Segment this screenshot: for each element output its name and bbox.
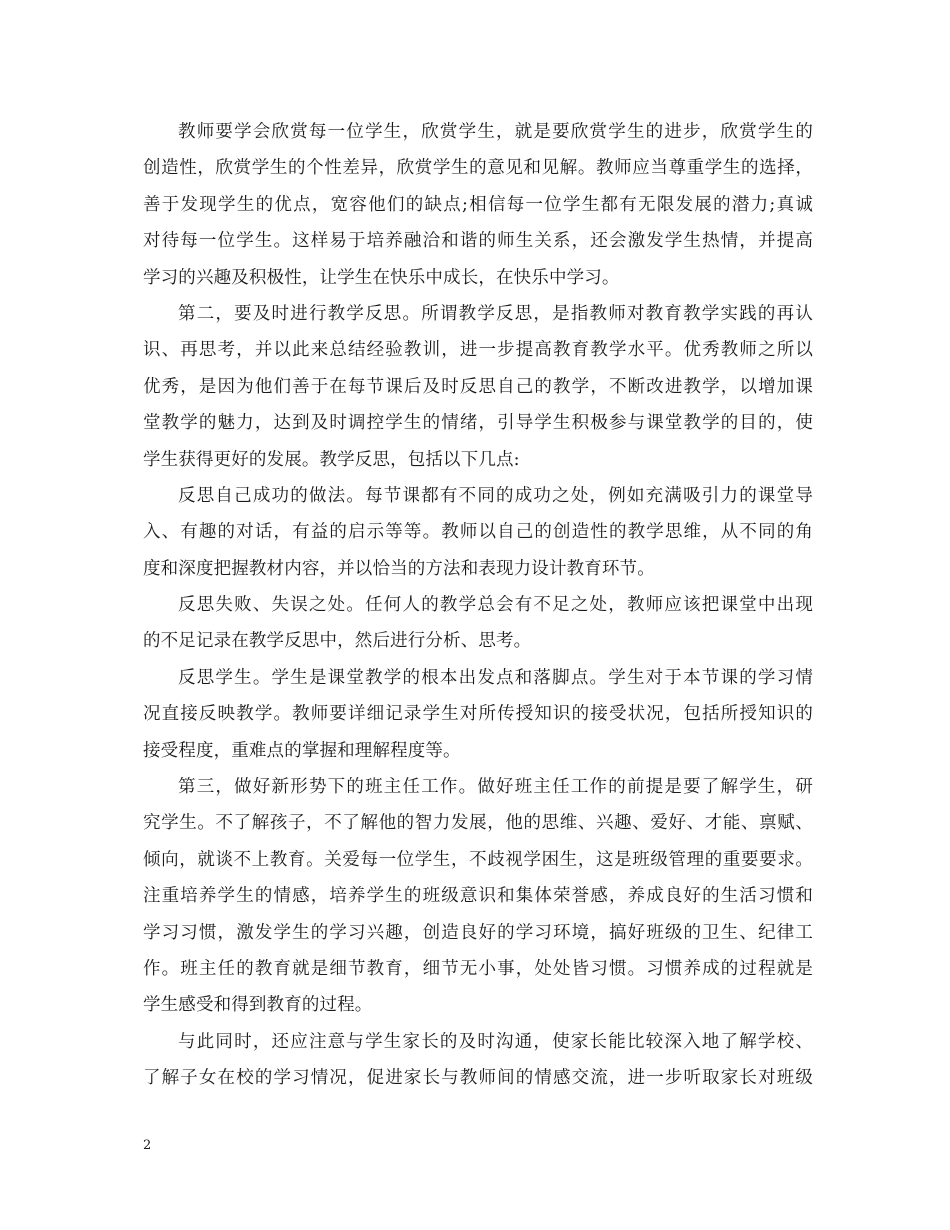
text-line: 创造性，欣赏学生的个性差异，欣赏学生的意见和见解。教师应当尊重学生的选择， [143,158,813,179]
text-line: 学习习惯，激发学生的学习兴趣，创造良好的学习环境，搞好班级的卫生、纪律工 [143,922,813,943]
text-line: 学生感受和得到教育的过程。 [143,995,373,1016]
text-line: 究学生。不了解孩子，不了解他的智力发展，他的思维、兴趣、爱好、才能、禀赋、 [143,813,813,834]
text-line: 与此同时，还应注意与学生家长的及时沟通，使家长能比较深入地了解学校、 [178,1031,813,1052]
text-line: 入、有趣的对话，有益的启示等等。教师以自己的创造性的教学思维，从不同的角 [143,522,813,543]
text-line: 况直接反映教学。教师要详细记录学生对所传授知识的接受状况，包括所授知识的 [143,704,813,725]
text-line: 反思学生。学生是课堂教学的根本出发点和落脚点。学生对于本节课的学习情 [178,667,813,688]
text-line: 堂教学的魅力，达到及时调控学生的情绪，引导学生积极参与课堂教学的目的，使 [143,413,813,434]
text-line: 反思自己成功的做法。每节课都有不同的成功之处，例如充满吸引力的课堂导 [178,485,813,506]
text-line: 第三，做好新形势下的班主任工作。做好班主任工作的前提是要了解学生，研 [178,777,813,798]
page-number: 2 [143,1138,152,1153]
text-line: 的不足记录在教学反思中，然后进行分析、思考。 [143,631,532,652]
text-line: 注重培养学生的情感，培养学生的班级意识和集体荣誉感，养成良好的生活习惯和 [143,886,813,907]
text-line: 度和深度把握教材内容，并以恰当的方法和表现力设计教育环节。 [143,558,655,579]
text-line: 学生获得更好的发展。教学反思，包括以下几点: [143,449,520,470]
text-line: 学习的兴趣及积极性，让学生在快乐中成长，在快乐中学习。 [143,267,620,288]
text-line: 善于发现学生的优点，宽容他们的缺点;相信每一位学生都有无限发展的潜力;真诚 [143,194,813,215]
body-text [143,114,813,1097]
text-line: 对待每一位学生。这样易于培养融洽和谐的师生关系，还会激发学生热情，并提高 [143,231,813,252]
text-line: 作。班主任的教育就是细节教育，细节无小事，处处皆习惯。习惯养成的过程就是 [143,958,813,979]
text-line: 第二，要及时进行教学反思。所谓教学反思，是指教师对教育教学实践的再认 [178,303,813,324]
text-line: 了解子女在校的学习情况，促进家长与教师间的情感交流，进一步听取家长对班级 [143,1068,813,1089]
text-line: 优秀，是因为他们善于在每节课后及时反思自己的教学，不断改进教学，以增加课 [143,376,813,397]
text-line: 倾向，就谈不上教育。关爱每一位学生，不歧视学困生，这是班级管理的重要要求。 [143,849,813,870]
text-line: 教师要学会欣赏每一位学生，欣赏学生，就是要欣赏学生的进步，欣赏学生的 [178,122,813,142]
text-line: 接受程度，重难点的掌握和理解程度等。 [143,740,461,761]
text-line: 反思失败、失误之处。任何人的教学总会有不足之处，教师应该把课堂中出现 [178,595,813,616]
text-line: 识、再思考，并以此来总结经验教训，进一步提高教育教学水平。优秀教师之所以 [143,340,813,361]
